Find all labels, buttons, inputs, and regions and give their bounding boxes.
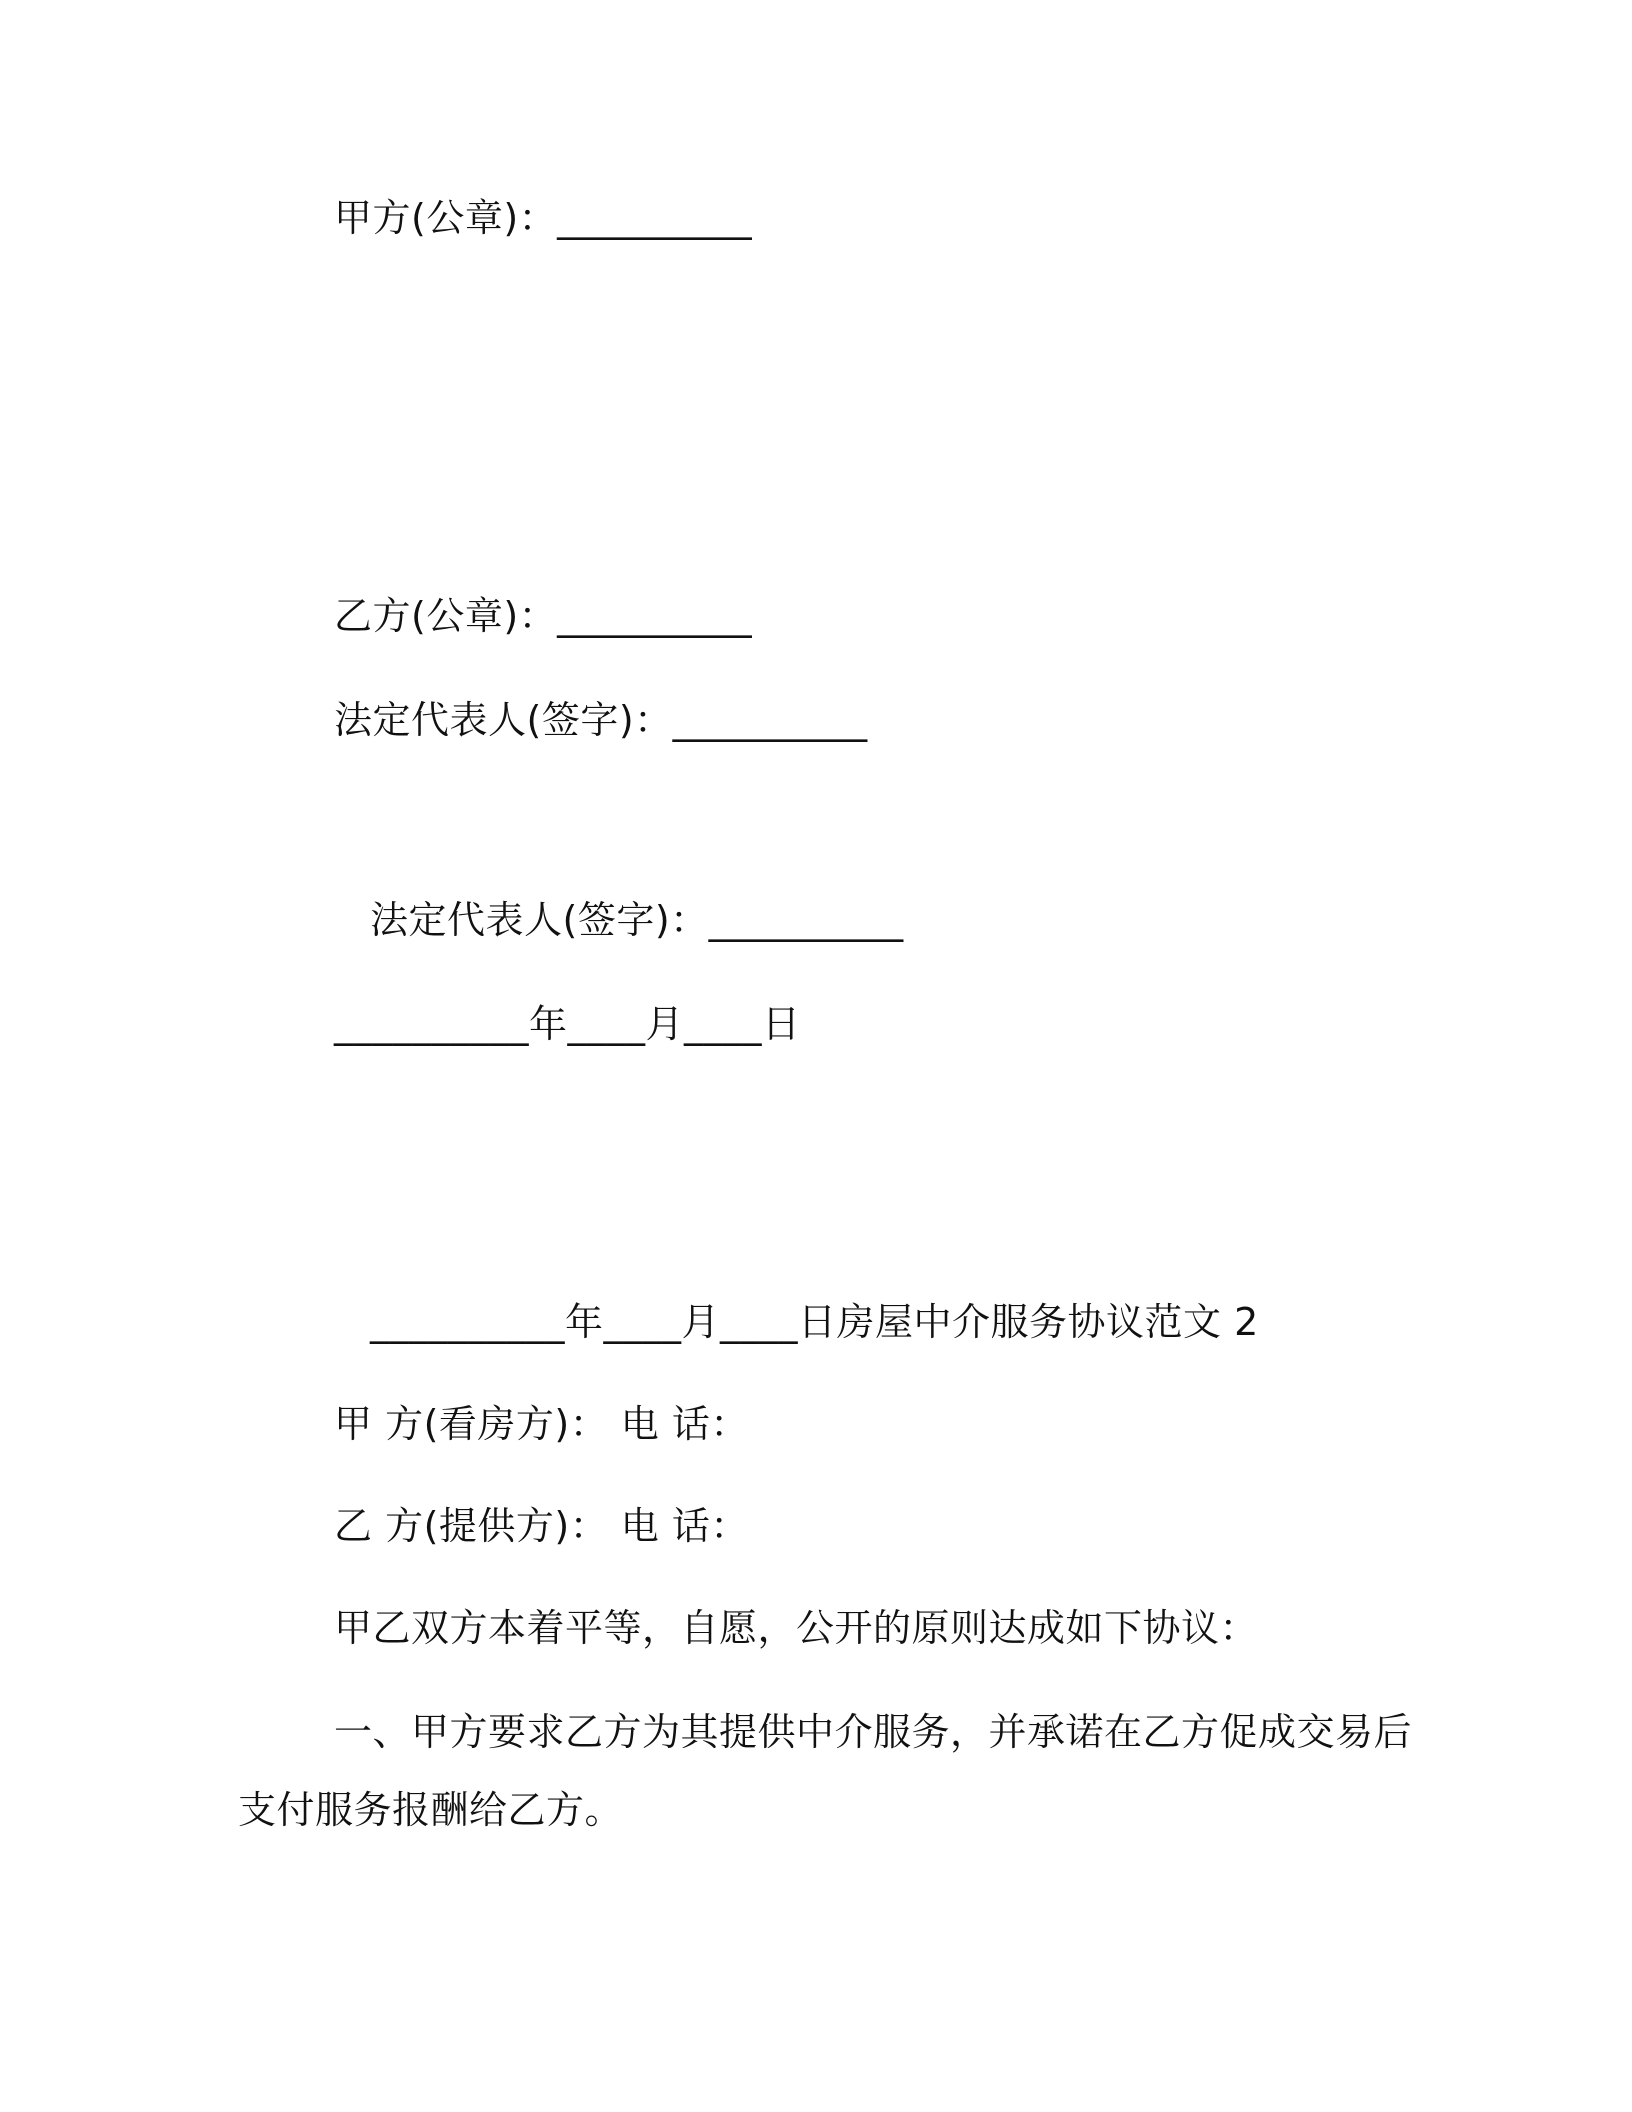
legal-representative-line-2: 法定代表人(签字)：__________ xyxy=(370,898,904,942)
party-b-contact-line: 乙 方(提供方)： 电 话： xyxy=(334,1504,749,1548)
agreement-intro-line: 甲乙双方本着平等，自愿，公开的原则达成如下协议： xyxy=(334,1606,1259,1650)
party-b-seal-line: 乙方(公章)：__________ xyxy=(334,594,753,638)
agreement-title-line: __________年____月____日房屋中介服务协议范文 2 xyxy=(370,1300,1259,1344)
party-a-seal-line: 甲方(公章)：__________ xyxy=(334,196,753,240)
clause-one-line-2: 支付服务报酬给乙方。 xyxy=(238,1788,624,1832)
legal-representative-line-1: 法定代表人(签字)：__________ xyxy=(334,698,868,742)
date-line: __________年____月____日 xyxy=(334,1002,801,1046)
clause-one-line-1: 一、甲方要求乙方为其提供中介服务，并承诺在乙方促成交易后 xyxy=(334,1710,1413,1754)
party-a-contact-line: 甲 方(看房方)： 电 话： xyxy=(334,1402,749,1446)
